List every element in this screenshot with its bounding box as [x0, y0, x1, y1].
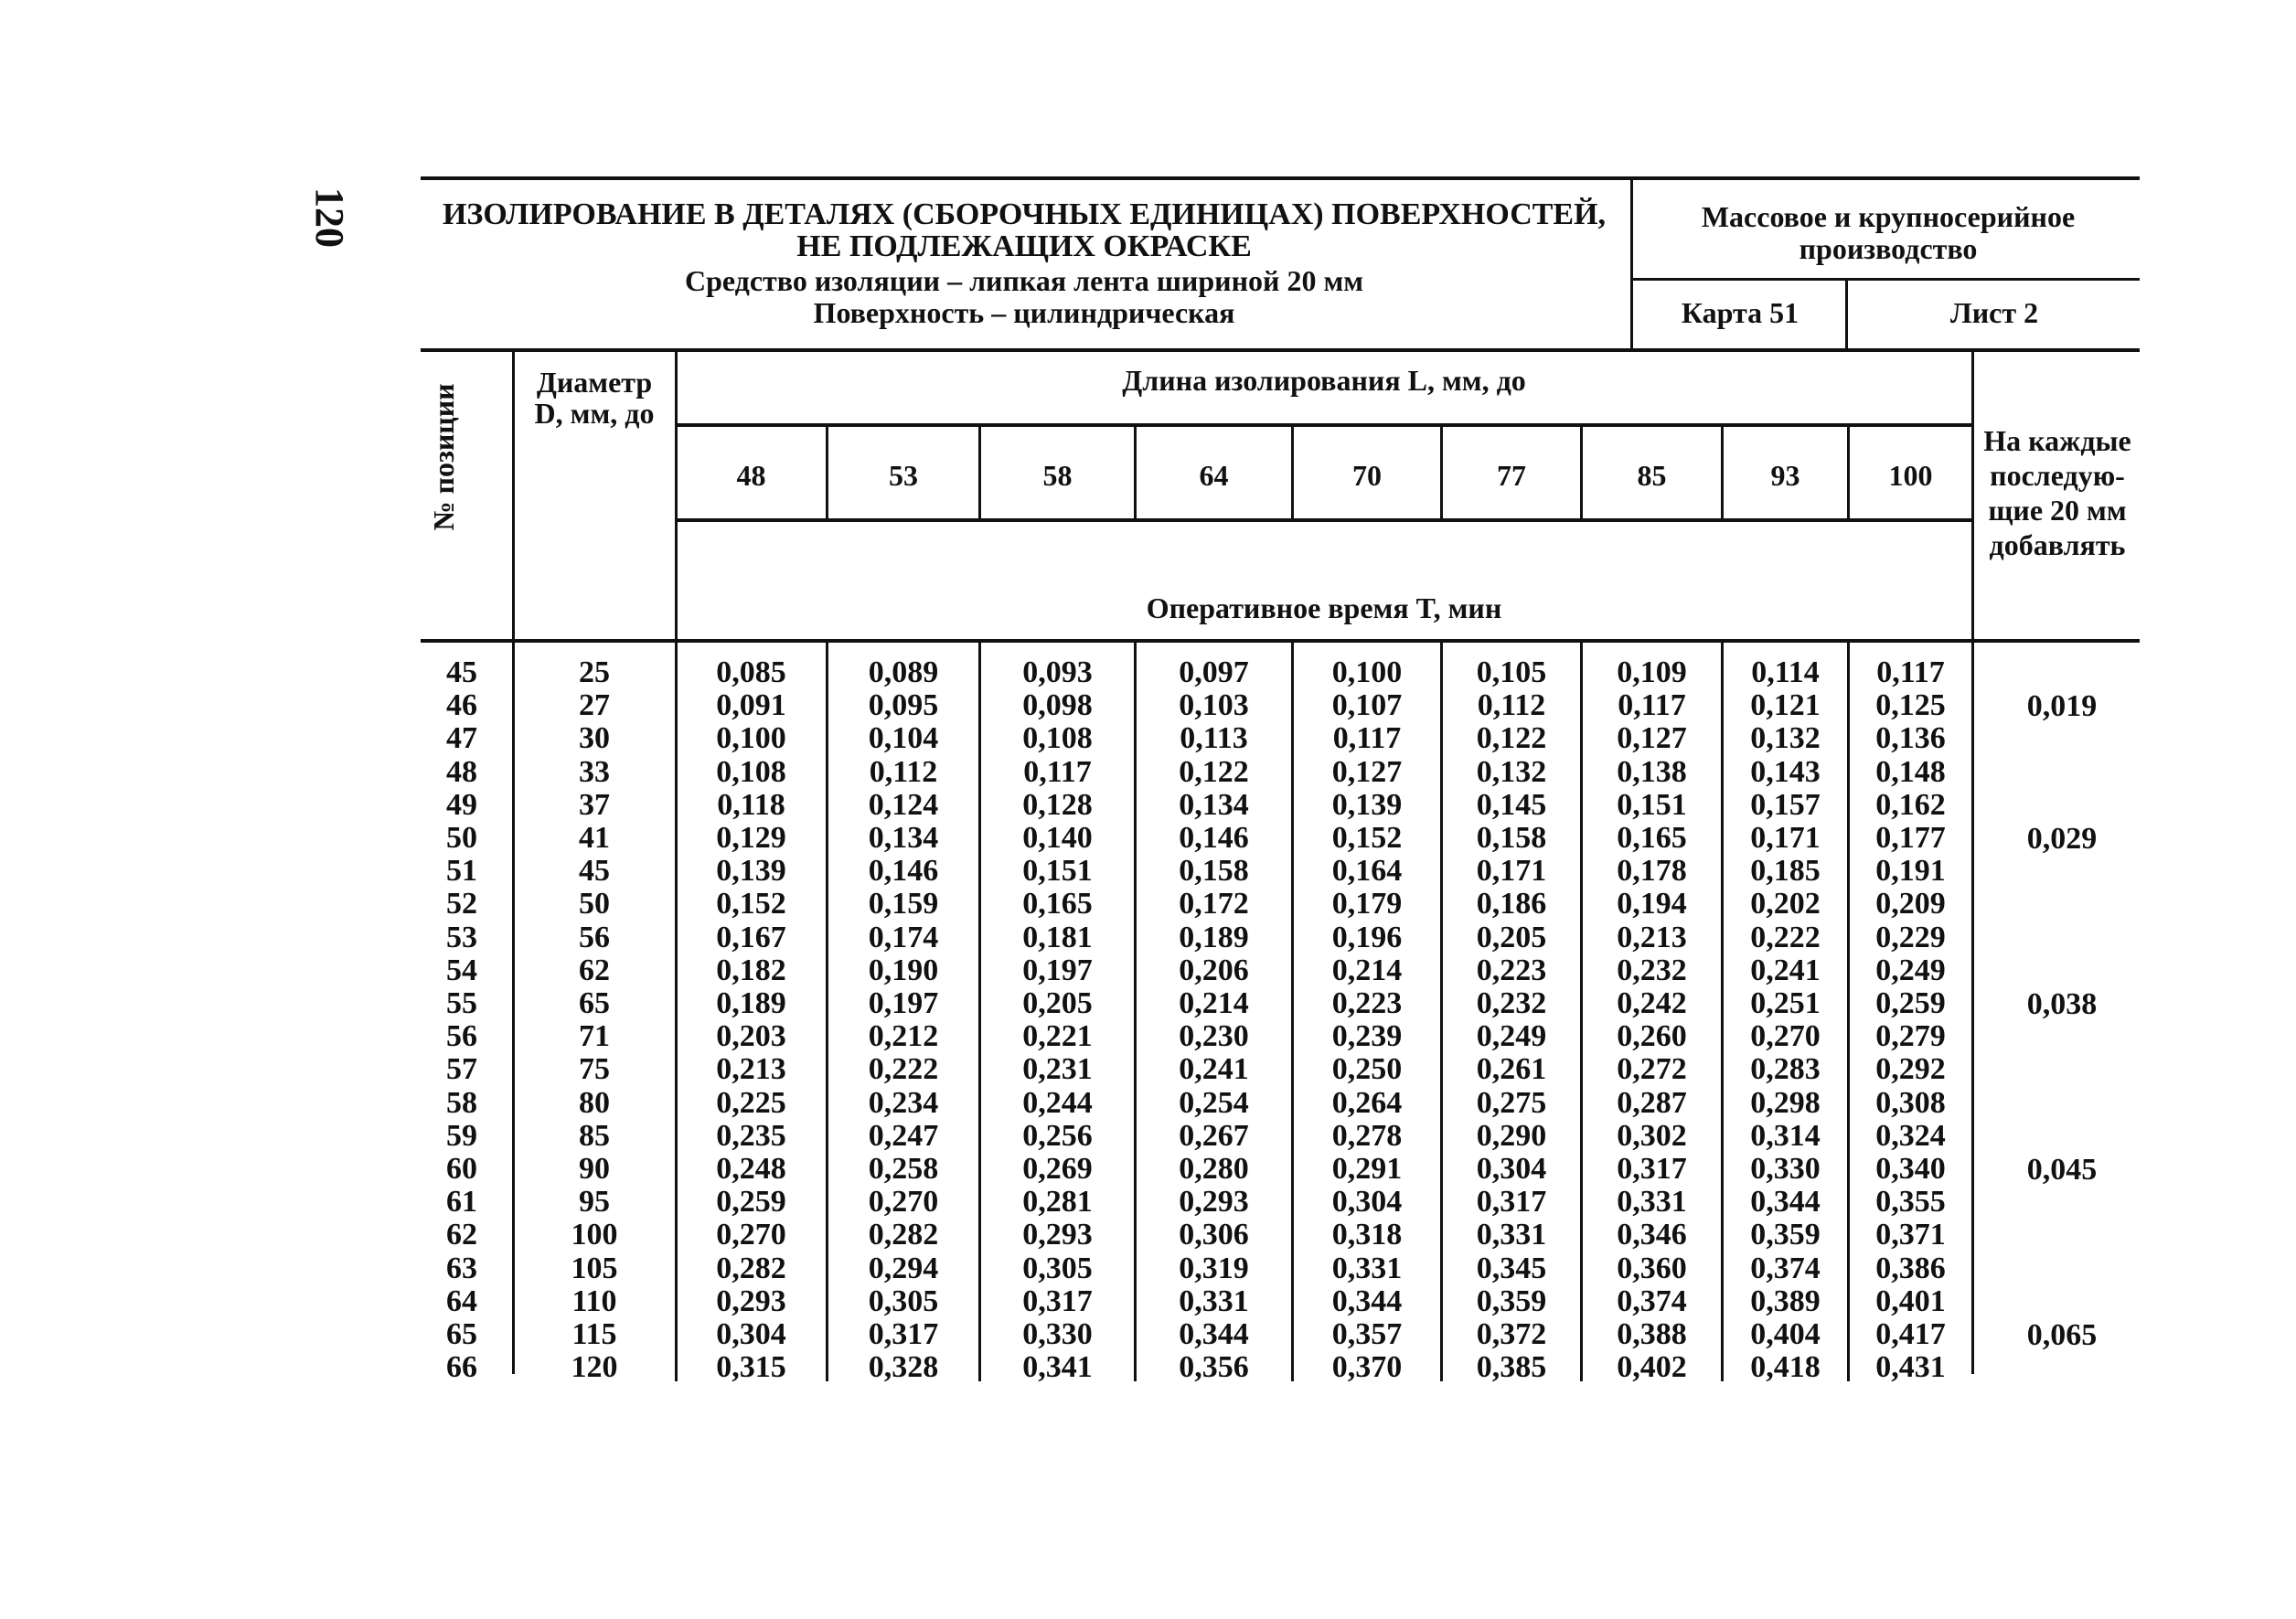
table-cell: 0,229	[1875, 920, 1946, 954]
table-cell: 0,140	[1022, 821, 1093, 856]
table-cell: 0,324	[1875, 1118, 1946, 1153]
table-cell: 0,113	[1180, 721, 1248, 756]
table-cell: 0,132	[1750, 721, 1821, 756]
table-cell: 0,251	[1750, 986, 1821, 1021]
table-cell: 0,171	[1476, 854, 1547, 889]
table-cell: 0,260	[1617, 1019, 1687, 1054]
table-cell: 0,203	[716, 1019, 786, 1054]
table-cell: 0,182	[716, 953, 786, 987]
card-number: Карта 51	[1681, 296, 1799, 329]
extra-header-line-4: добавлять	[1989, 528, 2126, 561]
table-cell: 0,095	[868, 688, 939, 723]
table-cell: 0,231	[1022, 1052, 1093, 1087]
table-cell: 0,385	[1476, 1350, 1547, 1385]
table-cell: 41	[579, 821, 610, 856]
table-cell: 0,134	[1179, 787, 1249, 822]
time-column-85	[1583, 656, 1721, 1384]
table-cell: 0,308	[1875, 1085, 1946, 1120]
table-cell: 0,317	[868, 1317, 939, 1352]
length-header-rule	[677, 423, 1973, 427]
table-cell: 0,244	[1022, 1085, 1093, 1120]
table-cell: 0,431	[1875, 1350, 1946, 1385]
table-cell: 0,197	[868, 986, 939, 1021]
table-cell: 0,249	[1875, 953, 1946, 987]
table-cell: 66	[446, 1350, 477, 1385]
time-column-64	[1137, 656, 1291, 1384]
table-cell: 0,418	[1750, 1350, 1821, 1385]
extra-value: 0,045	[2026, 1153, 2098, 1187]
table-cell: 57	[446, 1052, 477, 1087]
table-cell: 0,318	[1331, 1218, 1403, 1252]
extra-value: 0,019	[2026, 689, 2098, 724]
time-column-93	[1724, 656, 1847, 1384]
extra-value: 0,038	[2026, 987, 2098, 1021]
table-cell: 0,107	[1331, 688, 1403, 723]
table-cell: 0,248	[716, 1152, 786, 1187]
table-cell: 0,191	[1875, 854, 1946, 889]
table-cell: 0,417	[1875, 1317, 1946, 1352]
table-cell: 0,304	[1331, 1185, 1403, 1220]
production-type-line-2: производство	[1799, 232, 1978, 265]
table-cell: 105	[571, 1251, 618, 1285]
table-cell: 0,108	[716, 754, 786, 789]
table-cell: 0,290	[1476, 1118, 1547, 1153]
table-cell: 0,117	[1618, 688, 1686, 723]
table-cell: 55	[446, 986, 477, 1021]
table-cell: 0,108	[1022, 721, 1093, 756]
table-cell: 0,134	[868, 821, 939, 856]
diameter-column	[514, 656, 675, 1384]
table-cell: 0,232	[1617, 953, 1687, 987]
length-value-93: 93	[1770, 459, 1800, 492]
table-cell: 0,125	[1875, 688, 1946, 723]
length-value-48: 48	[736, 459, 766, 492]
table-cell: 0,146	[1179, 821, 1249, 856]
table-cell: 0,205	[1476, 920, 1547, 954]
table-cell: 0,404	[1750, 1317, 1821, 1352]
table-cell: 110	[571, 1283, 617, 1318]
header-subtitle-2: Поверхность – цилиндрическая	[813, 296, 1235, 329]
table-cell: 0,344	[1331, 1283, 1403, 1318]
table-cell: 0,185	[1750, 854, 1821, 889]
table-cell: 0,177	[1875, 821, 1946, 856]
extra-header-line-1: На каждые	[1983, 424, 2131, 457]
table-cell: 0,223	[1476, 953, 1547, 987]
time-column-58	[981, 656, 1134, 1384]
table-cell: 0,264	[1331, 1085, 1403, 1120]
table-cell: 0,128	[1022, 787, 1093, 822]
table-cell: 0,270	[716, 1218, 786, 1252]
table-cell: 0,167	[716, 920, 786, 954]
table-top-rule	[421, 348, 2140, 352]
table-cell: 0,346	[1617, 1218, 1687, 1252]
table-cell: 0,357	[1331, 1317, 1403, 1352]
table-cell: 37	[579, 787, 610, 822]
table-cell: 0,298	[1750, 1085, 1821, 1120]
table-cell: 60	[446, 1152, 477, 1187]
table-cell: 0,386	[1875, 1251, 1946, 1285]
table-cell: 0,222	[1750, 920, 1821, 954]
table-cell: 0,256	[1022, 1118, 1093, 1153]
table-cell: 0,190	[868, 953, 939, 987]
extra-header-line-2: последую-	[1990, 459, 2125, 492]
table-cell: 120	[571, 1350, 618, 1385]
table-cell: 65	[579, 986, 610, 1021]
length-value-64: 64	[1199, 459, 1229, 492]
table-cell: 0,214	[1331, 953, 1403, 987]
table-cell: 0,221	[1022, 1019, 1093, 1054]
table-header-bottom-rule	[421, 639, 2140, 643]
table-cell: 0,282	[716, 1251, 786, 1285]
table-cell: 0,189	[716, 986, 786, 1021]
extra-value: 0,029	[2026, 822, 2098, 856]
table-cell: 90	[579, 1152, 610, 1187]
table-cell: 0,158	[1476, 821, 1547, 856]
table-cell: 65	[446, 1317, 477, 1352]
table-cell: 0,152	[1331, 821, 1403, 856]
position-column-header: № позиции	[427, 383, 460, 531]
table-cell: 0,282	[868, 1218, 939, 1252]
table-cell: 0,230	[1179, 1019, 1249, 1054]
table-cell: 56	[579, 920, 610, 954]
table-cell: 0,122	[1476, 721, 1547, 756]
table-cell: 0,340	[1875, 1152, 1946, 1187]
table-cell: 0,165	[1022, 887, 1093, 921]
table-cell: 0,374	[1617, 1283, 1687, 1318]
table-cell: 0,328	[868, 1350, 939, 1385]
diameter-header-line-1: Диаметр	[536, 366, 653, 399]
table-cell: 27	[579, 688, 610, 723]
table-cell: 0,344	[1750, 1185, 1821, 1220]
body-divider-extra	[1971, 643, 1974, 1374]
table-cell: 0,249	[1476, 1019, 1547, 1054]
table-cell: 46	[446, 688, 477, 723]
table-cell: 0,112	[1477, 688, 1546, 723]
table-cell: 0,331	[1179, 1283, 1249, 1318]
table-cell: 0,259	[1875, 986, 1946, 1021]
table-cell: 0,109	[1617, 655, 1687, 689]
table-cell: 0,205	[1022, 986, 1093, 1021]
table-cell: 0,114	[1751, 655, 1820, 689]
sheet-number: Лист 2	[1949, 296, 2039, 329]
table-cell: 0,315	[716, 1350, 786, 1385]
table-cell: 0,359	[1750, 1218, 1821, 1252]
table-cell: 0,206	[1179, 953, 1249, 987]
table-cell: 100	[571, 1218, 618, 1252]
table-cell: 0,293	[1022, 1218, 1093, 1252]
table-cell: 0,138	[1617, 754, 1687, 789]
table-cell: 0,209	[1875, 887, 1946, 921]
time-column-77	[1443, 656, 1580, 1384]
table-cell: 0,158	[1179, 854, 1249, 889]
table-cell: 0,164	[1331, 854, 1403, 889]
time-column-48	[677, 656, 826, 1384]
table-cell: 0,345	[1476, 1251, 1547, 1285]
table-cell: 0,401	[1875, 1283, 1946, 1318]
table-cell: 0,291	[1331, 1152, 1403, 1187]
length-value-53: 53	[889, 459, 918, 492]
table-cell: 0,129	[716, 821, 786, 856]
table-cell: 0,317	[1476, 1185, 1547, 1220]
table-cell: 52	[446, 887, 477, 921]
table-cell: 0,117	[1876, 655, 1945, 689]
table-cell: 0,355	[1875, 1185, 1946, 1220]
table-cell: 0,261	[1476, 1052, 1547, 1087]
table-cell: 0,402	[1617, 1350, 1687, 1385]
table-cell: 0,225	[716, 1085, 786, 1120]
table-cell: 0,304	[1476, 1152, 1547, 1187]
header-right-rule	[1632, 278, 2140, 281]
table-cell: 51	[446, 854, 477, 889]
table-cell: 0,239	[1331, 1019, 1403, 1054]
table-cell: 45	[446, 655, 477, 689]
table-cell: 30	[579, 721, 610, 756]
table-cell: 0,091	[716, 688, 786, 723]
table-cell: 0,280	[1179, 1152, 1249, 1187]
table-cell: 25	[579, 655, 610, 689]
table-cell: 75	[579, 1052, 610, 1087]
table-cell: 50	[446, 821, 477, 856]
table-cell: 115	[571, 1317, 617, 1352]
table-cell: 0,293	[1179, 1185, 1249, 1220]
table-cell: 0,121	[1750, 688, 1821, 723]
table-cell: 0,202	[1750, 887, 1821, 921]
length-value-70: 70	[1352, 459, 1382, 492]
table-cell: 0,118	[717, 787, 785, 822]
length-value-100: 100	[1888, 459, 1933, 492]
table-cell: 0,197	[1022, 953, 1093, 987]
header-top-rule	[421, 176, 2140, 180]
time-column-70	[1294, 656, 1440, 1384]
table-cell: 0,117	[1023, 754, 1092, 789]
table-cell: 0,152	[716, 887, 786, 921]
lengths-bottom-rule	[677, 518, 1973, 522]
table-cell: 0,344	[1179, 1317, 1249, 1352]
table-cell: 0,178	[1617, 854, 1687, 889]
table-cell: 0,139	[716, 854, 786, 889]
table-cell: 0,172	[1179, 887, 1249, 921]
header-divider	[1630, 178, 1633, 348]
table-cell: 61	[446, 1185, 477, 1220]
table-cell: 0,254	[1179, 1085, 1249, 1120]
table-cell: 0,356	[1179, 1350, 1249, 1385]
table-cell: 0,089	[868, 655, 939, 689]
table-cell: 0,093	[1022, 655, 1093, 689]
header-title-line-2: НЕ ПОДЛЕЖАЩИХ ОКРАСКЕ	[796, 229, 1252, 263]
table-cell: 48	[446, 754, 477, 789]
position-column	[416, 656, 507, 1384]
table-cell: 0,371	[1875, 1218, 1946, 1252]
table-cell: 0,331	[1617, 1185, 1687, 1220]
table-cell: 62	[446, 1218, 477, 1252]
table-cell: 0,222	[868, 1052, 939, 1087]
table-cell: 0,281	[1022, 1185, 1093, 1220]
card-sheet-divider	[1845, 279, 1848, 348]
table-cell: 0,151	[1617, 787, 1687, 822]
table-cell: 0,359	[1476, 1283, 1547, 1318]
table-cell: 49	[446, 787, 477, 822]
table-cell: 0,127	[1617, 721, 1687, 756]
table-cell: 58	[446, 1085, 477, 1120]
table-cell: 0,186	[1476, 887, 1547, 921]
table-cell: 0,151	[1022, 854, 1093, 889]
table-cell: 85	[579, 1118, 610, 1153]
table-cell: 0,196	[1331, 920, 1403, 954]
length-value-77: 77	[1497, 459, 1526, 492]
time-column-100	[1850, 656, 1971, 1384]
length-header: Длина изолирования L, мм, до	[1122, 364, 1526, 397]
table-cell: 0,162	[1875, 787, 1946, 822]
table-cell: 64	[446, 1283, 477, 1318]
table-cell: 0,136	[1875, 721, 1946, 756]
table-cell: 0,374	[1750, 1251, 1821, 1285]
table-cell: 0,306	[1179, 1218, 1249, 1252]
table-cell: 0,105	[1476, 655, 1547, 689]
table-cell: 0,157	[1750, 787, 1821, 822]
table-cell: 59	[446, 1118, 477, 1153]
table-cell: 0,174	[868, 920, 939, 954]
table-cell: 62	[579, 953, 610, 987]
table-cell: 0,139	[1331, 787, 1403, 822]
table-cell: 0,270	[1750, 1019, 1821, 1054]
table-cell: 0,165	[1617, 821, 1687, 856]
production-type-line-1: Массовое и крупносерийное	[1701, 200, 2076, 233]
table-cell: 0,270	[868, 1185, 939, 1220]
data-extra-divider	[1971, 350, 1974, 643]
length-value-58: 58	[1042, 459, 1073, 492]
table-cell: 0,085	[716, 655, 786, 689]
table-cell: 0,100	[1331, 655, 1403, 689]
table-cell: 0,283	[1750, 1052, 1821, 1087]
operative-time-header: Оперативное время T, мин	[1146, 591, 1502, 624]
table-cell: 0,234	[868, 1085, 939, 1120]
table-cell: 33	[579, 754, 610, 789]
table-cell: 0,148	[1875, 754, 1946, 789]
table-cell: 0,247	[868, 1118, 939, 1153]
table-cell: 0,389	[1750, 1283, 1821, 1318]
table-cell: 0,159	[868, 887, 939, 921]
table-cell: 0,250	[1331, 1052, 1403, 1087]
table-cell: 0,258	[868, 1152, 939, 1187]
table-cell: 0,370	[1331, 1350, 1403, 1385]
table-cell: 0,100	[716, 721, 786, 756]
table-cell: 0,127	[1331, 754, 1403, 789]
table-cell: 47	[446, 721, 477, 756]
length-value-85: 85	[1637, 459, 1667, 492]
table-cell: 50	[579, 887, 610, 921]
table-cell: 0,287	[1617, 1085, 1687, 1120]
header-title-line-1: ИЗОЛИРОВАНИЕ В ДЕТАЛЯХ (СБОРОЧНЫХ ЕДИНИЦАХ) ПОВЕРХНОСТЕЙ,	[442, 197, 1607, 231]
table-cell: 0,171	[1750, 821, 1821, 856]
table-cell: 0,146	[868, 854, 939, 889]
table-cell: 0,304	[716, 1317, 786, 1352]
table-cell: 0,330	[1750, 1152, 1821, 1187]
table-cell: 71	[579, 1019, 610, 1054]
table-cell: 0,122	[1179, 754, 1249, 789]
table-cell: 45	[579, 854, 610, 889]
table-cell: 95	[579, 1185, 610, 1220]
table-cell: 0,279	[1875, 1019, 1946, 1054]
extra-value: 0,065	[2026, 1318, 2098, 1352]
table-cell: 0,293	[716, 1283, 786, 1318]
time-column-53	[828, 656, 978, 1384]
table-cell: 0,372	[1476, 1317, 1547, 1352]
table-cell: 0,103	[1179, 688, 1249, 723]
table-cell: 0,294	[868, 1251, 939, 1285]
table-cell: 0,317	[1617, 1152, 1687, 1187]
table-cell: 0,098	[1022, 688, 1093, 723]
table-cell: 0,124	[868, 787, 939, 822]
table-cell: 0,235	[716, 1118, 786, 1153]
table-cell: 0,143	[1750, 754, 1821, 789]
extra-header-line-3: щие 20 мм	[1988, 494, 2127, 527]
table-cell: 0,181	[1022, 920, 1093, 954]
diameter-header-line-2: D, мм, до	[534, 397, 655, 430]
table-cell: 0,112	[869, 754, 938, 789]
table-cell: 53	[446, 920, 477, 954]
table-cell: 0,331	[1331, 1251, 1403, 1285]
table-cell: 0,305	[868, 1283, 939, 1318]
table-cell: 0,179	[1331, 887, 1403, 921]
table-cell: 0,314	[1750, 1118, 1821, 1153]
table-cell: 0,292	[1875, 1052, 1946, 1087]
table-cell: 56	[446, 1019, 477, 1054]
table-cell: 0,212	[868, 1019, 939, 1054]
table-cell: 0,117	[1332, 721, 1402, 756]
table-cell: 0,267	[1179, 1118, 1249, 1153]
header-subtitle-1: Средство изоляции – липкая лента шириной 20 мм	[684, 264, 1364, 297]
table-cell: 0,269	[1022, 1152, 1093, 1187]
table-cell: 0,360	[1617, 1251, 1687, 1285]
table-cell: 0,189	[1179, 920, 1249, 954]
table-cell: 54	[446, 953, 477, 987]
table-cell: 0,278	[1331, 1118, 1403, 1153]
table-cell: 0,132	[1476, 754, 1547, 789]
table-cell: 0,194	[1617, 887, 1687, 921]
table-cell: 0,388	[1617, 1317, 1687, 1352]
table-cell: 0,241	[1179, 1052, 1249, 1087]
table-cell: 0,259	[716, 1185, 786, 1220]
table-cell: 0,272	[1617, 1052, 1687, 1087]
table-cell: 0,104	[868, 721, 939, 756]
table-cell: 0,275	[1476, 1085, 1547, 1120]
table-cell: 0,232	[1476, 986, 1547, 1021]
table-cell: 0,214	[1179, 986, 1249, 1021]
table-cell: 0,331	[1476, 1218, 1547, 1252]
table-cell: 0,241	[1750, 953, 1821, 987]
table-cell: 0,223	[1331, 986, 1403, 1021]
table-cell: 0,305	[1022, 1251, 1093, 1285]
table-cell: 0,330	[1022, 1317, 1093, 1352]
table-cell: 0,319	[1179, 1251, 1249, 1285]
page-number: 120	[307, 187, 352, 248]
table-cell: 0,341	[1022, 1350, 1093, 1385]
table-cell: 0,213	[1617, 920, 1687, 954]
table-cell: 0,213	[716, 1052, 786, 1087]
table-cell: 63	[446, 1251, 477, 1285]
table-cell: 0,242	[1617, 986, 1687, 1021]
table-cell: 0,097	[1179, 655, 1249, 689]
table-cell: 0,302	[1617, 1118, 1687, 1153]
table-cell: 80	[579, 1085, 610, 1120]
table-cell: 0,145	[1476, 787, 1547, 822]
table-cell: 0,317	[1022, 1283, 1093, 1318]
